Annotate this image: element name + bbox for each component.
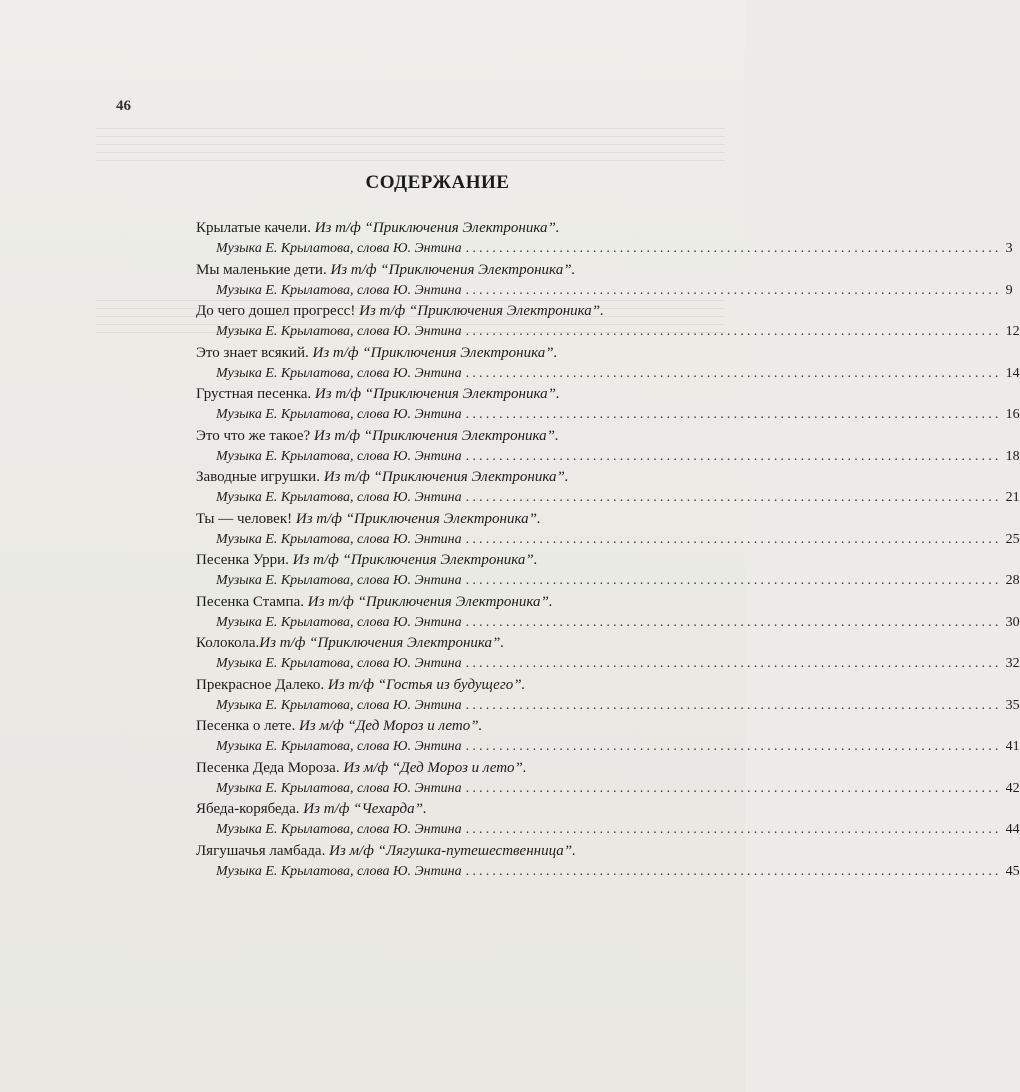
song-title: Это что же такое? [196, 427, 311, 444]
page-ref: 3 [1005, 241, 1013, 256]
toc-entry [196, 675, 1020, 717]
dot-leader: ................................................................................ [465, 407, 1002, 422]
song-title: Песенка Урри. [196, 552, 289, 568]
toc-entry-authors-line [196, 281, 1013, 301]
toc-entry-authors-line [196, 696, 1020, 716]
dot-leader: ................................................................................ [465, 282, 1002, 298]
show-through-line [96, 136, 725, 137]
song-source: Из т/ф “Приключения Электроника”. [313, 427, 559, 444]
toc-entry [196, 799, 1020, 841]
song-source: Из м/ф “Лягушка-путешественница”. [329, 842, 576, 859]
dot-leader: ................................................................................ [465, 697, 1002, 713]
page-ref: 41 [1005, 739, 1020, 754]
show-through-line [96, 128, 725, 129]
song-source: Из т/ф “Приключения Электроника”. [314, 220, 560, 236]
song-title: Ты — человек! [196, 510, 293, 527]
song-source: Из т/ф “Приключения Электроника”. [330, 261, 576, 278]
song-authors: Музыка Е. Крылатова, слова Ю. Энтина [216, 490, 462, 505]
song-source: Из т/ф “Приключения Электроника”. [259, 635, 505, 651]
dot-leader: ................................................................................ [465, 241, 1002, 256]
song-authors: Музыка Е. Крылатова, слова Ю. Энтина [216, 365, 462, 381]
song-title: Мы маленькие дети. [196, 261, 327, 278]
toc-entry [196, 218, 1013, 260]
song-authors: Музыка Е. Крылатова, слова Ю. Энтина [216, 656, 462, 671]
song-title: Ябеда-корябеда. [196, 801, 300, 817]
toc-entry [196, 758, 1020, 800]
page-ref: 9 [1005, 282, 1013, 298]
page-ref: 16 [1005, 407, 1020, 422]
toc-entry-title-line [196, 260, 682, 281]
dot-leader: ................................................................................ [465, 448, 1002, 464]
show-through-line [96, 152, 725, 153]
toc-entry-authors-line [196, 779, 1020, 799]
song-source: Из т/ф “Приключения Электроника”. [323, 469, 569, 485]
dot-leader: ................................................................................ [465, 822, 1002, 837]
toc-entry [196, 384, 1020, 426]
toc-entry-title-line [196, 758, 682, 779]
page-ref: 25 [1005, 531, 1020, 547]
toc-entry [196, 467, 1020, 509]
song-authors: Музыка Е. Крылатова, слова Ю. Энтина [216, 614, 462, 630]
page-ref: 14 [1005, 365, 1020, 381]
song-authors: Музыка Е. Крылатова, слова Ю. Энтина [216, 739, 462, 754]
dot-leader: ................................................................................ [465, 573, 1002, 588]
song-title: Песенка Деда Мороза. [196, 759, 340, 776]
song-source: Из т/ф “Приключения Электроника”. [314, 386, 560, 402]
dot-leader: ................................................................................ [465, 324, 1002, 339]
dot-leader: ................................................................................ [465, 780, 1002, 796]
song-title: Крылатые качели. [196, 220, 311, 236]
table-of-contents [196, 218, 1020, 882]
page-number: 46 [116, 98, 131, 114]
toc-entry-authors-line [196, 737, 1020, 757]
toc-entry [196, 592, 1020, 634]
song-authors: Музыка Е. Крылатова, слова Ю. Энтина [216, 324, 462, 339]
toc-entry-authors-line [196, 613, 1020, 633]
toc-entry [196, 260, 1013, 302]
toc-entry [196, 343, 1020, 385]
page-ref: 30 [1005, 614, 1020, 630]
toc-entry-authors-line [196, 239, 1013, 259]
toc-entry [196, 716, 1020, 758]
toc-entry-title-line [196, 550, 682, 571]
song-authors: Музыка Е. Крылатова, слова Ю. Энтина [216, 282, 462, 298]
toc-entry-authors-line [196, 322, 1020, 342]
toc-entry [196, 509, 1020, 551]
toc-entry-title-line [196, 509, 682, 530]
toc-entry-title-line [196, 592, 682, 613]
dot-leader: ................................................................................ [465, 365, 1002, 381]
song-authors: Музыка Е. Крылатова, слова Ю. Энтина [216, 407, 462, 422]
song-title: Песенка Стампа. [196, 593, 304, 610]
page-ref: 28 [1005, 573, 1020, 588]
song-source: Из т/ф “Чехарда”. [303, 801, 427, 817]
toc-entry [196, 301, 1020, 343]
song-source: Из т/ф “Гостья из будущего”. [327, 676, 526, 693]
dot-leader: ................................................................................ [465, 739, 1002, 754]
song-source: Из т/ф “Приключения Электроника”. [292, 552, 538, 568]
toc-entry [196, 550, 1020, 592]
toc-entry-authors-line [196, 654, 1020, 674]
toc-entry-authors-line [196, 530, 1020, 550]
song-source: Из м/ф “Дед Мороз и лето”. [343, 759, 527, 776]
song-authors: Музыка Е. Крылатова, слова Ю. Энтина [216, 822, 462, 837]
toc-entry-title-line [196, 426, 682, 447]
song-source: Из т/ф “Приключения Электроника”. [307, 593, 553, 610]
dot-leader: ................................................................................ [465, 614, 1002, 630]
toc-entry-authors-line [196, 447, 1020, 467]
dot-leader: ................................................................................ [465, 531, 1002, 547]
page-ref: 32 [1005, 656, 1020, 671]
toc-entry-authors-line [196, 488, 1020, 508]
page-title: СОДЕРЖАНИЕ [365, 172, 510, 193]
song-authors: Музыка Е. Крылатова, слова Ю. Энтина [216, 573, 462, 588]
song-authors: Музыка Е. Крылатова, слова Ю. Энтина [216, 448, 462, 464]
toc-entry-title-line [196, 218, 682, 239]
page-ref: 44 [1005, 822, 1020, 837]
toc-entry-title-line [196, 343, 682, 364]
song-title: Лягушачья ламбада. [196, 842, 326, 859]
page-ref: 12 [1005, 324, 1020, 339]
song-title: Песенка о лете. [196, 718, 296, 734]
song-title: Это знает всякий. [196, 344, 309, 361]
toc-entry-authors-line [196, 571, 1020, 591]
song-source: Из т/ф “Приключения Электроника”. [295, 510, 541, 527]
toc-entry [196, 633, 1020, 675]
page-ref: 21 [1005, 490, 1020, 505]
toc-entry-title-line [196, 633, 682, 654]
song-title: Колокола. [196, 635, 260, 651]
toc-entry-authors-line [196, 364, 1020, 384]
toc-entry [196, 426, 1020, 468]
toc-entry-authors-line [196, 405, 1020, 425]
song-source: Из м/ф “Дед Мороз и лето”. [298, 718, 483, 734]
song-title: Прекрасное Далеко. [196, 676, 325, 693]
song-authors: Музыка Е. Крылатова, слова Ю. Энтина [216, 241, 462, 256]
song-source: Из т/ф “Приключения Электроника”. [312, 344, 558, 361]
dot-leader: ................................................................................ [465, 863, 1002, 879]
page-ref: 18 [1005, 448, 1020, 464]
song-title: Грустная песенка. [196, 386, 312, 402]
toc-entry [196, 841, 1020, 883]
toc-entry-title-line [196, 841, 682, 862]
song-authors: Музыка Е. Крылатова, слова Ю. Энтина [216, 780, 462, 796]
song-authors: Музыка Е. Крылатова, слова Ю. Энтина [216, 697, 462, 713]
dot-leader: ................................................................................ [465, 656, 1002, 671]
toc-entry-title-line [196, 467, 682, 488]
song-authors: Музыка Е. Крылатова, слова Ю. Энтина [216, 531, 462, 547]
toc-entry-title-line [196, 716, 682, 737]
toc-entry-authors-line [196, 862, 1020, 882]
toc-entry-title-line [196, 301, 682, 322]
toc-entry-title-line [196, 384, 682, 405]
song-authors: Музыка Е. Крылатова, слова Ю. Энтина [216, 863, 462, 879]
song-source: Из т/ф “Приключения Электроника”. [359, 303, 604, 319]
toc-entry-title-line [196, 799, 682, 820]
page-ref: 45 [1005, 863, 1020, 879]
toc-entry-authors-line [196, 820, 1020, 840]
show-through-line [96, 144, 725, 145]
song-title: До чего дошел прогресс! [196, 303, 356, 319]
dot-leader: ................................................................................ [465, 490, 1002, 505]
show-through-line [96, 160, 725, 161]
toc-entry-title-line [196, 675, 682, 696]
page-ref: 42 [1005, 780, 1020, 796]
song-title: Заводные игрушки. [196, 469, 320, 485]
page-ref: 35 [1005, 697, 1020, 713]
